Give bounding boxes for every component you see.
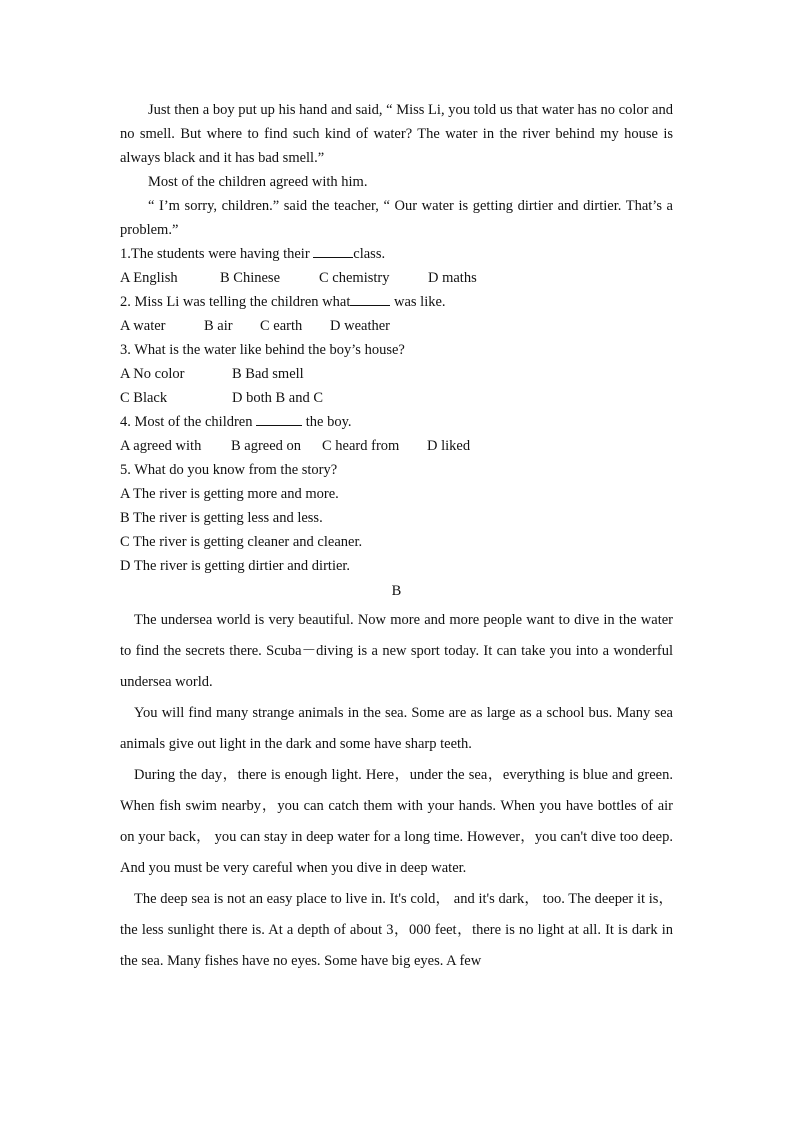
option-b: B Bad smell (232, 366, 304, 382)
question-5 (120, 458, 673, 578)
question-2-stem: 2. Miss Li was telling the children what was like. (120, 290, 673, 314)
question-4 (120, 410, 673, 458)
question-3-stem: 3. What is the water like behind the boy’s house? (120, 342, 405, 358)
question-3 (120, 338, 673, 410)
document-content (120, 98, 673, 977)
option-b: B The river is getting less and less. (120, 510, 323, 526)
passage-b-paragraph-3: During the day，there is enough light. Here，under the sea，everything is blue and green. When fish swim nearby，you can catch them with your hands. When you have bottles of air on your back， you can stay in deep water for a long time. However，you can't dive too deep. And you must be very careful when you dive in deep water. (120, 767, 673, 876)
option-a: A The river is getting more and more. (120, 486, 339, 502)
answer-blank (256, 411, 302, 426)
option-b: B Chinese (220, 270, 281, 286)
option-c: C heard from (322, 438, 400, 454)
question-4-options (120, 434, 673, 458)
question-2-options (120, 314, 673, 338)
question-1-stem: 1.The students were having their class. (120, 242, 673, 266)
option-d: D maths (428, 270, 477, 286)
option-c: C earth (260, 318, 303, 334)
passage-b-paragraph-1: The undersea world is very beautiful. Now more and more people want to dive in the water to find the secrets there. Scuba－diving is a new sport today. It can take you into a wonderful undersea world. (120, 612, 673, 690)
question-2 (120, 290, 673, 338)
question-5-stem: 5. What do you know from the story? (120, 462, 338, 478)
option-c: C The river is getting cleaner and cleaner. (120, 534, 363, 550)
option-d: D liked (427, 438, 471, 454)
question-4-stem: 4. Most of the children the boy. (120, 410, 673, 434)
option-b: B air (204, 318, 233, 334)
question-1 (120, 242, 673, 290)
question-3-options-row-1 (120, 362, 673, 386)
answer-blank (350, 291, 390, 306)
question-1-options (120, 266, 673, 290)
option-a: A agreed with (120, 438, 202, 454)
option-c: C chemistry (319, 270, 390, 286)
option-a: A No color (120, 366, 185, 382)
passage-b-paragraph-2: You will find many strange animals in the sea. Some are as large as a school bus. Many sea animals give out light in the dark and some have sharp teeth. (120, 705, 673, 752)
option-d: D both B and C (232, 390, 324, 406)
question-3-options-row-2 (120, 386, 673, 410)
option-d: D The river is getting dirtier and dirtier. (120, 558, 351, 574)
passage-a (120, 98, 673, 578)
passage-a-paragraph-3: “ I’m sorry, children.” said the teacher, “ Our water is getting dirtier and dirtier. That’s a problem.” (120, 198, 673, 238)
passage-b (120, 605, 673, 977)
passage-a-paragraph-2: Most of the children agreed with him. (148, 174, 368, 190)
option-c: C Black (120, 390, 168, 406)
passage-b-paragraph-4: The deep sea is not an easy place to live in. It's cold， and it's dark， too. The deeper it is， the less sunlight there is. At a depth of about 3，000 feet，there is no light at all. It is dark in the sea. Many fishes have no eyes. Some have big eyes. A few (120, 891, 673, 969)
passage-a-paragraph-1: Just then a boy put up his hand and said, “ Miss Li, you told us that water has no color and no smell. But where to find such kind of water? The water in the river behind my house is always black and it has bad smell.” (120, 102, 673, 166)
passage-b-heading: B (391, 583, 402, 599)
option-d: D weather (330, 318, 390, 334)
answer-blank (313, 243, 353, 258)
option-a: A water (120, 318, 166, 334)
option-a: A English (120, 270, 178, 286)
option-b: B agreed on (231, 438, 302, 454)
